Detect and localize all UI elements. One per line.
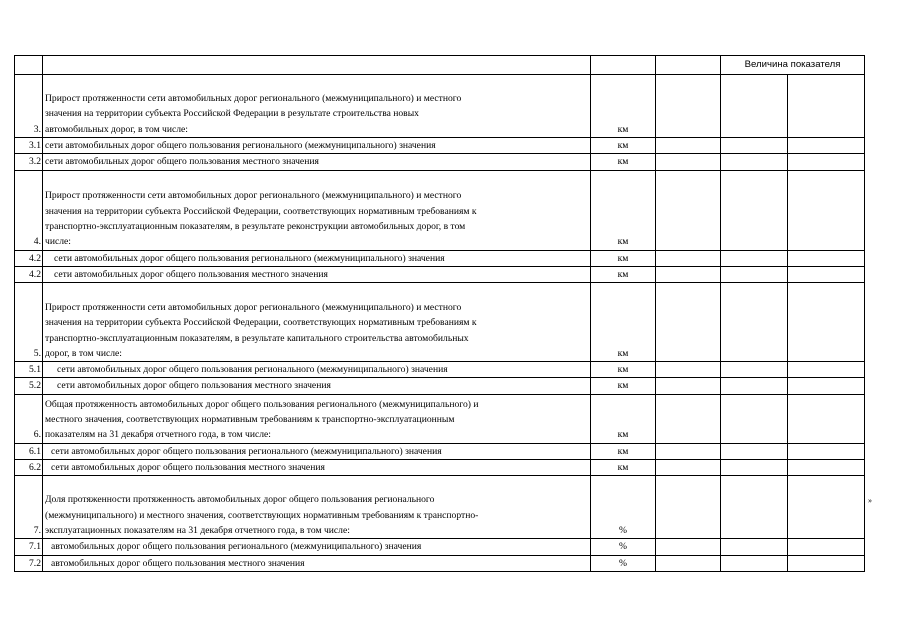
value-cell: [721, 138, 788, 154]
unit-cell: км: [591, 154, 656, 170]
value-cell: [721, 476, 788, 539]
row-description: [43, 394, 591, 443]
row-description: [43, 170, 591, 250]
header-cell: [43, 56, 591, 75]
header-cell: [15, 56, 43, 75]
description-line: автомобильных дорог общего пользования местного значения: [51, 557, 305, 569]
unit-cell: км: [591, 138, 656, 154]
description-line: показателям на 31 декабря отчетного года, в том числе:: [45, 429, 271, 441]
unit-cell: км: [591, 460, 656, 476]
description-line: Прирост протяженности сети автомобильных дорог регионального (межмуниципального) и местного: [45, 302, 462, 313]
unit-cell: км: [591, 394, 656, 443]
description-line: сети автомобильных дорог общего пользования местного значения: [57, 380, 331, 392]
table-row: [15, 75, 865, 138]
value-cell: [721, 266, 788, 282]
unit-cell: км: [591, 250, 656, 266]
value-cell: [788, 266, 865, 282]
row-description: [43, 154, 591, 170]
value-cell: [656, 555, 721, 571]
value-cell: [656, 476, 721, 539]
unit-cell: км: [591, 266, 656, 282]
description-line: (межмуниципального) и местного значения, соответствующих нормативным требованиям к транспортно-: [45, 509, 479, 521]
value-cell: [656, 460, 721, 476]
value-cell: [656, 539, 721, 555]
value-cell: [656, 394, 721, 443]
unit-cell: %: [591, 476, 656, 539]
description-line: значения на территории субъекта Российской Федерации, соответствующих нормативным требованиям к: [45, 317, 477, 329]
value-cell: [721, 283, 788, 362]
description-line: автомобильных дорог, в том числе:: [45, 123, 188, 135]
row-number: 3.2: [15, 154, 43, 170]
description-line: транспортно-эксплуатационным показателям, в результате капитального строительства автомобильных: [45, 332, 469, 344]
row-number: 6.1: [15, 443, 43, 459]
table-row: [15, 555, 865, 571]
description-line: эксплуатационных показателям на 31 декабря отчетного года, в том числе:: [45, 525, 350, 537]
description-line: сети автомобильных дорог общего пользования регионального (межмуниципального) значения: [54, 252, 445, 264]
description-line: Прирост протяженности сети автомобильных дорог регионального (межмуниципального) и местного: [45, 190, 462, 202]
table-row: [15, 539, 865, 555]
value-cell: [788, 476, 865, 539]
table-row: [15, 154, 865, 170]
value-cell: [788, 394, 865, 443]
row-description: [43, 138, 591, 154]
value-cell: [788, 378, 865, 394]
table-row: [15, 394, 865, 443]
row-description: [43, 283, 591, 362]
table-row: [15, 266, 865, 282]
row-description: [43, 362, 591, 378]
unit-cell: %: [591, 555, 656, 571]
unit-cell: км: [591, 283, 656, 362]
row-description: [43, 555, 591, 571]
unit-cell: км: [591, 170, 656, 250]
description-line: сети автомобильных дорог общего пользования местного значения: [54, 268, 328, 280]
description-line: сети автомобильных дорог общего пользования местного значения: [51, 462, 325, 474]
value-cell: [721, 75, 788, 138]
value-cell: [721, 539, 788, 555]
value-cell: [721, 443, 788, 459]
value-cell: [788, 443, 865, 459]
row-number: 3.1: [15, 138, 43, 154]
value-cell: [788, 75, 865, 138]
row-number: 4.: [15, 170, 43, 250]
value-cell: [788, 555, 865, 571]
value-cell: [788, 283, 865, 362]
value-cell: [721, 460, 788, 476]
description-line: числе:: [45, 236, 71, 248]
value-cell: [721, 555, 788, 571]
row-number: 4.2: [15, 250, 43, 266]
value-cell: [656, 283, 721, 362]
row-description: [43, 75, 591, 138]
description-line: Доля протяженности протяженность автомобильных дорог общего пользования регионального: [45, 494, 435, 506]
description-line: сети автомобильных дорог общего пользования местного значения: [45, 156, 319, 168]
value-cell: [656, 138, 721, 154]
value-cell: [721, 250, 788, 266]
row-number: 7.2: [15, 555, 43, 571]
row-number: 6.: [15, 394, 43, 443]
row-description: [43, 539, 591, 555]
description-line: Общая протяженность автомобильных дорог общего пользования регионального (межмуниципального) и: [45, 398, 479, 410]
description-line: местного значения, соответствующих нормативным требованиям к транспортно-эксплуатационным: [45, 414, 455, 426]
table-row: [15, 283, 865, 362]
header-cell: [591, 56, 656, 75]
row-number: 6.2: [15, 460, 43, 476]
unit-cell: км: [591, 75, 656, 138]
description-line: значения на территории субъекта Российской Федерации, соответствующих нормативным требованиям к: [45, 205, 477, 217]
value-cell: [788, 460, 865, 476]
row-description: [43, 378, 591, 394]
unit-cell: км: [591, 378, 656, 394]
value-cell: [788, 362, 865, 378]
value-cell: [721, 394, 788, 443]
description-line: значения на территории субъекта Российской Федерации в результате строительства новых: [45, 108, 419, 120]
value-cell: [788, 138, 865, 154]
description-line: транспортно-эксплуатационным показателям, в результате реконструкции автомобильных дорог, в том: [45, 221, 466, 232]
value-cell: [721, 378, 788, 394]
unit-cell: км: [591, 443, 656, 459]
value-cell: [788, 154, 865, 170]
row-number: 4.2: [15, 266, 43, 282]
row-number: 5.1: [15, 362, 43, 378]
value-cell: [656, 250, 721, 266]
value-cell: [656, 154, 721, 170]
row-number: 3.: [15, 75, 43, 138]
value-cell: [656, 75, 721, 138]
row-number: 7.: [15, 476, 43, 539]
footnote-mark: »: [868, 496, 872, 505]
table-row: [15, 138, 865, 154]
value-cell: [721, 154, 788, 170]
unit-cell: км: [591, 362, 656, 378]
description-line: сети автомобильных дорог общего пользования регионального (межмуниципального) значения: [51, 445, 442, 457]
description-line: сети автомобильных дорог общего пользования регионального (межмуниципального) значения: [57, 364, 448, 376]
table-row: [15, 443, 865, 459]
table-row: [15, 250, 865, 266]
table-row: [15, 170, 865, 250]
header-cell: [656, 56, 721, 75]
row-number: 5.2: [15, 378, 43, 394]
row-description: [43, 250, 591, 266]
indicator-table: [14, 55, 865, 572]
value-cell: [788, 170, 865, 250]
table-row: [15, 460, 865, 476]
row-number: 7.1: [15, 539, 43, 555]
description-line: дорог, в том числе:: [45, 347, 122, 359]
value-cell: [788, 250, 865, 266]
row-description: [43, 266, 591, 282]
table-row: [15, 378, 865, 394]
header-row: [15, 56, 865, 75]
unit-cell: %: [591, 539, 656, 555]
value-cell: [656, 362, 721, 378]
table-row: [15, 362, 865, 378]
value-cell: [656, 266, 721, 282]
value-cell: [788, 539, 865, 555]
description-line: Прирост протяженности сети автомобильных дорог регионального (межмуниципального) и местного: [45, 93, 462, 105]
row-number: 5.: [15, 283, 43, 362]
row-description: [43, 476, 591, 539]
description-line: автомобильных дорог общего пользования регионального (межмуниципального) значения: [51, 541, 422, 553]
value-header: Величина показателя: [721, 56, 865, 75]
value-cell: [721, 170, 788, 250]
row-description: [43, 443, 591, 459]
value-cell: [721, 362, 788, 378]
row-description: [43, 460, 591, 476]
description-line: сети автомобильных дорог общего пользования регионального (межмуниципального) значения: [45, 140, 436, 151]
value-cell: [656, 443, 721, 459]
value-cell: [656, 170, 721, 250]
table-row: [15, 476, 865, 539]
value-cell: [656, 378, 721, 394]
